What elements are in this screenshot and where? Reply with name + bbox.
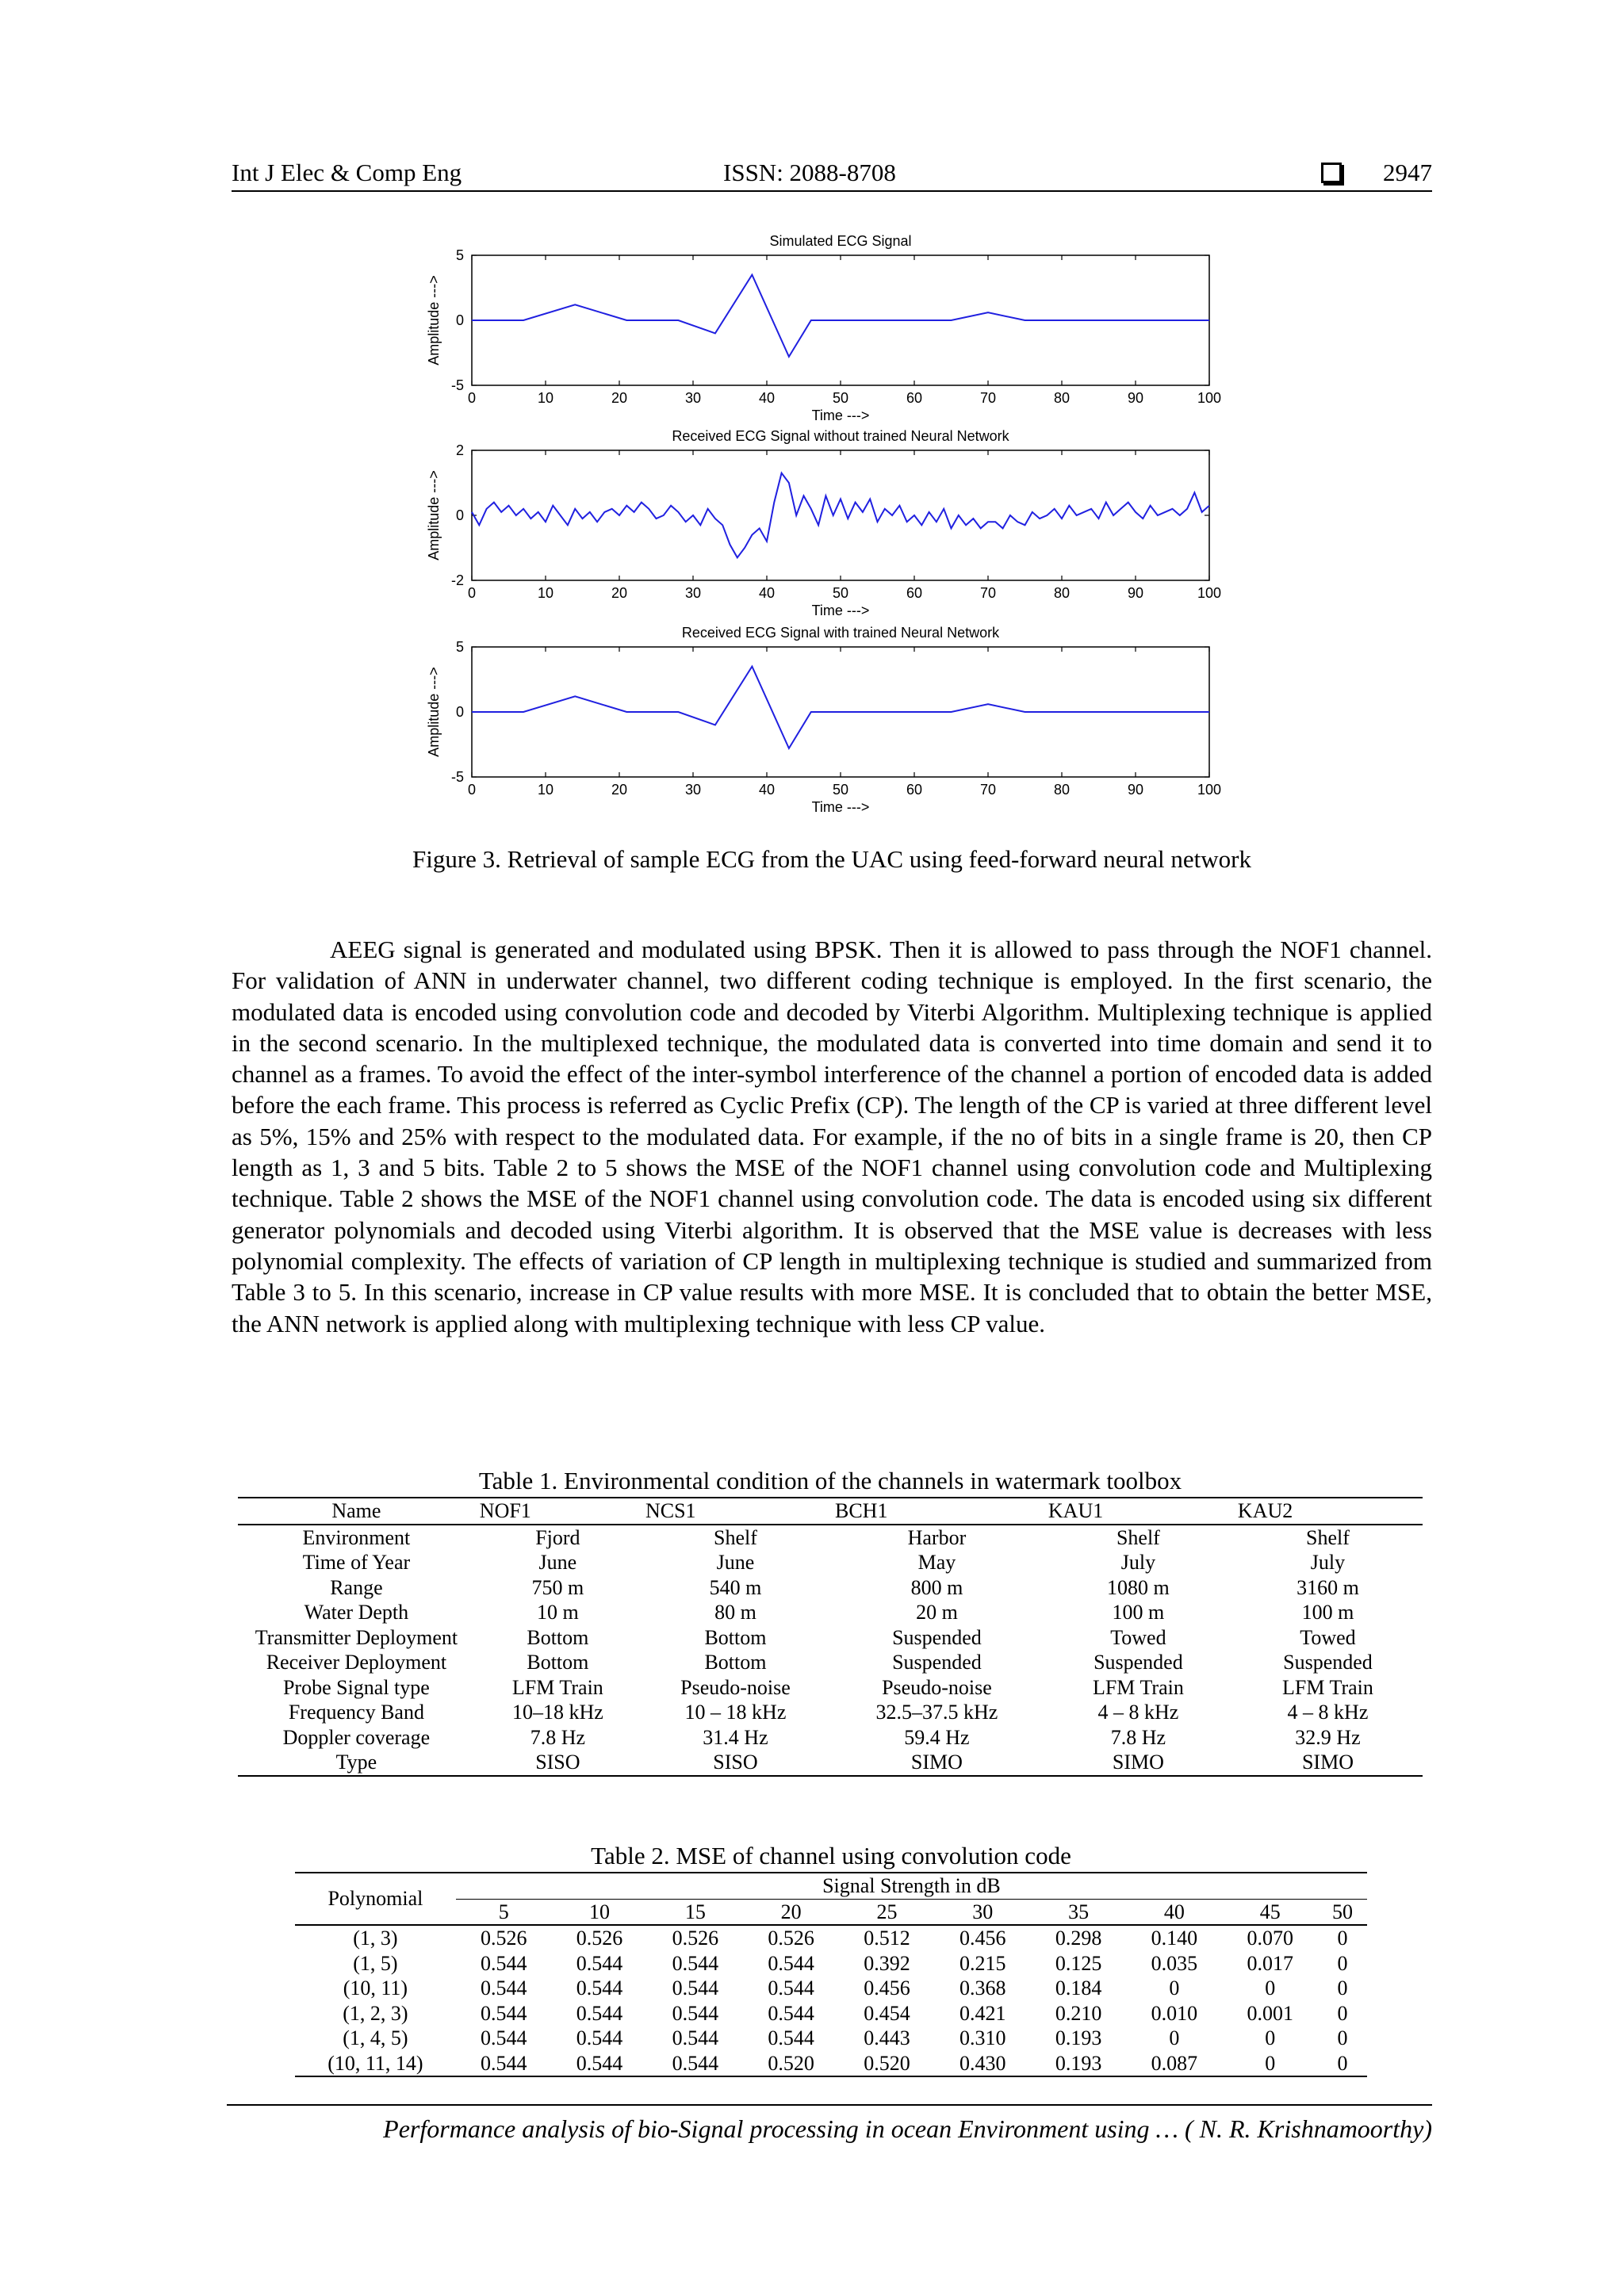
x-tick-label: 20 bbox=[611, 390, 628, 406]
table2-cell: 0 bbox=[1318, 2051, 1367, 2077]
table2-cell: 0 bbox=[1337, 1951, 1348, 1975]
y-tick-label: 5 bbox=[455, 247, 464, 263]
table1-cell: Pseudo-noise bbox=[882, 1675, 992, 1699]
table1-cell: 80 m bbox=[714, 1601, 756, 1624]
table1-cell: Fjord bbox=[535, 1525, 580, 1549]
table1-row-label: Frequency Band bbox=[288, 1701, 424, 1724]
x-tick-label: 10 bbox=[537, 390, 554, 406]
x-tick-label: 80 bbox=[1053, 390, 1071, 406]
y-tick-label: -5 bbox=[450, 769, 464, 785]
x-tick-label: 40 bbox=[758, 782, 776, 798]
y-tick-label: 5 bbox=[455, 639, 464, 655]
running-footer: Performance analysis of bio-Signal processing in ocean Environment using … ( N. R. Krishnamoorthy) bbox=[383, 2114, 1432, 2143]
table1-cell: 800 m bbox=[910, 1575, 963, 1599]
x-axis-label: Time ---> bbox=[811, 799, 870, 815]
x-tick-label: 0 bbox=[467, 390, 477, 406]
table1-cell: 31.4 Hz bbox=[703, 1725, 768, 1749]
table2-column-header: 40 bbox=[1126, 1899, 1222, 1925]
table1-cell: 59.4 Hz bbox=[904, 1725, 970, 1749]
table1-cell: 7.8 Hz bbox=[1110, 1725, 1166, 1749]
table2-cell: 0.526 bbox=[672, 1927, 719, 1950]
x-tick-label: 80 bbox=[1053, 585, 1071, 601]
table2-row bbox=[295, 1976, 1367, 2001]
table1-cell: Suspended bbox=[1283, 1651, 1373, 1674]
table2-polynomial: (1, 4, 5) bbox=[343, 2026, 408, 2049]
table2-cell: 0.001 bbox=[1247, 2001, 1293, 2025]
table2-cell: 0.140 bbox=[1151, 1927, 1198, 1950]
x-tick-label: 90 bbox=[1127, 585, 1144, 601]
checkbox-square-icon bbox=[1321, 163, 1342, 183]
ecg-panel-3 bbox=[426, 625, 1221, 815]
table1-cell: Bottom bbox=[527, 1651, 589, 1674]
issn: ISSN: 2088-8708 bbox=[723, 159, 896, 186]
table2-cell: 0.184 bbox=[1055, 1976, 1102, 1999]
x-tick-label: 70 bbox=[979, 782, 997, 798]
journal-name: Int J Elec & Comp Eng bbox=[232, 159, 462, 186]
table2-polynomial: (1, 5) bbox=[353, 1951, 398, 1975]
table2-cell: 0.070 bbox=[1247, 1927, 1293, 1950]
table2-cell: 0.193 bbox=[1031, 2051, 1127, 2077]
table2-cell: 0.430 bbox=[935, 2051, 1031, 2077]
table1-row-label: Time of Year bbox=[302, 1551, 411, 1574]
table2-column-header: 20 bbox=[743, 1899, 839, 1925]
x-tick-label: 20 bbox=[611, 782, 628, 798]
table2-cell: 0.368 bbox=[959, 1976, 1006, 1999]
figure-caption: Figure 3. Retrieval of sample ECG from the UAC using feed-forward neural network bbox=[412, 845, 1251, 873]
x-tick-label: 90 bbox=[1127, 390, 1144, 406]
x-tick-label: 90 bbox=[1127, 782, 1144, 798]
table2-cell: 0.035 bbox=[1151, 1951, 1198, 1975]
table2-cell: 0 bbox=[1337, 2026, 1348, 2049]
table1-cell: 10–18 kHz bbox=[511, 1701, 603, 1724]
table2-group-header: Signal Strength in dB bbox=[456, 1873, 1367, 1899]
table1-row bbox=[238, 1525, 1423, 1551]
plot-frame bbox=[472, 450, 1209, 580]
table2-cell: 0.512 bbox=[864, 1927, 910, 1950]
table1-cell: Bottom bbox=[704, 1651, 767, 1674]
table2-polynomial: (10, 11) bbox=[343, 1976, 408, 1999]
x-tick-label: 100 bbox=[1197, 390, 1222, 406]
table1-row-label: Doppler coverage bbox=[282, 1725, 431, 1749]
table2-cell: 0.544 bbox=[480, 1951, 527, 1975]
table1-cell: SIMO bbox=[1044, 1750, 1233, 1776]
table1-row-label: Environment bbox=[302, 1525, 411, 1549]
table1-title: Table 1. Environmental condition of the channels in watermark toolbox bbox=[478, 1467, 1182, 1494]
footer-rule bbox=[227, 2104, 1432, 2106]
x-tick-label: 50 bbox=[832, 585, 849, 601]
table1-cell: 4 – 8 kHz bbox=[1287, 1701, 1369, 1724]
table1-cell: Suspended bbox=[892, 1625, 982, 1649]
table1-cell: Shelf bbox=[714, 1525, 757, 1549]
table2-cell: 0.544 bbox=[672, 2001, 719, 2025]
table2-cell: 0.544 bbox=[768, 2001, 814, 2025]
table1-cell: 10 – 18 kHz bbox=[684, 1701, 787, 1724]
table2-row bbox=[295, 2001, 1367, 2026]
table1-header-bch1: BCH1 bbox=[830, 1498, 1044, 1525]
table1-cell: 3160 m bbox=[1297, 1575, 1359, 1599]
table2-cell: 0.544 bbox=[480, 1976, 527, 1999]
table2-cell: 0.526 bbox=[576, 1927, 623, 1950]
page-number: 2947 bbox=[1383, 159, 1432, 186]
table1-cell: Shelf bbox=[1306, 1525, 1350, 1549]
table2-cell: 0.544 bbox=[576, 1951, 623, 1975]
table2-cell: 0.544 bbox=[576, 2001, 623, 2025]
table1-cell: Bottom bbox=[527, 1625, 589, 1649]
table2-cell: 0.544 bbox=[480, 2026, 527, 2049]
table2-cell: 0.443 bbox=[864, 2026, 910, 2049]
table2-cell: 0.125 bbox=[1055, 1951, 1102, 1975]
table1-row-label: Range bbox=[330, 1575, 383, 1599]
table1-header-nof1: NOF1 bbox=[475, 1498, 641, 1525]
ecg-figure-svg bbox=[424, 222, 1222, 825]
x-tick-label: 30 bbox=[684, 782, 702, 798]
table1-row bbox=[238, 1600, 1423, 1625]
table1-cell: LFM Train bbox=[511, 1675, 603, 1699]
table1-row-label: Receiver Deployment bbox=[266, 1651, 447, 1674]
x-axis-label: Time ---> bbox=[811, 408, 870, 423]
table1-cell: 750 m bbox=[531, 1575, 584, 1599]
y-axis-label: Amplitude ---> bbox=[426, 470, 442, 561]
table2-cell: 0 bbox=[1265, 2026, 1276, 2049]
table1-cell: Suspended bbox=[1094, 1651, 1183, 1674]
x-tick-label: 40 bbox=[758, 585, 776, 601]
table2-cell: 0.010 bbox=[1151, 2001, 1198, 2025]
table2-cell: 0.544 bbox=[576, 1976, 623, 1999]
table1-header-name: Name bbox=[238, 1498, 475, 1525]
table2-row bbox=[295, 1951, 1367, 1976]
x-tick-label: 30 bbox=[684, 390, 702, 406]
table2-row bbox=[295, 1925, 1367, 1951]
x-tick-label: 10 bbox=[537, 585, 554, 601]
page-number-group bbox=[1321, 155, 1432, 190]
table1-cell: 32.9 Hz bbox=[1295, 1725, 1361, 1749]
panel-title: Received ECG Signal with trained Neural Network bbox=[681, 625, 1000, 641]
table1-row bbox=[238, 1725, 1423, 1751]
panel-title: Simulated ECG Signal bbox=[769, 233, 912, 249]
table2-cell: 0 bbox=[1337, 2001, 1348, 2025]
x-tick-label: 60 bbox=[906, 390, 923, 406]
table1-cell: Pseudo-noise bbox=[680, 1675, 791, 1699]
table2-group-row bbox=[295, 1873, 1367, 1899]
table2-cell: 0 bbox=[1337, 1927, 1348, 1950]
table1-cell: 20 m bbox=[916, 1601, 958, 1624]
table2-cell: 0.544 bbox=[768, 2026, 814, 2049]
table2-cell: 0.392 bbox=[864, 1951, 910, 1975]
table2-cell: 0.520 bbox=[839, 2051, 935, 2077]
table2-polynomial: (1, 2, 3) bbox=[343, 2001, 408, 2025]
table1-row bbox=[238, 1650, 1423, 1675]
table2-cell: 0.526 bbox=[480, 1927, 527, 1950]
table1-cell: Shelf bbox=[1116, 1525, 1160, 1549]
table1-cell: SIMO bbox=[1233, 1750, 1423, 1776]
table2-cell: 0.298 bbox=[1055, 1927, 1102, 1950]
table2-column-header: 10 bbox=[552, 1899, 648, 1925]
table1-cell: 7.8 Hz bbox=[530, 1725, 586, 1749]
table2-title: Table 2. MSE of channel using convolution code bbox=[591, 1842, 1071, 1869]
table1-header-row bbox=[238, 1498, 1423, 1525]
table2-cell: 0.544 bbox=[672, 2026, 719, 2049]
table1-cell: Suspended bbox=[892, 1651, 982, 1674]
table1-cell: 10 m bbox=[537, 1601, 579, 1624]
table1-row bbox=[238, 1625, 1423, 1651]
y-tick-label: 2 bbox=[455, 442, 464, 458]
page-header bbox=[232, 155, 1432, 190]
table2-cell: 0.544 bbox=[672, 1951, 719, 1975]
table1-cell: 4 – 8 kHz bbox=[1097, 1701, 1179, 1724]
x-tick-label: 80 bbox=[1053, 782, 1071, 798]
table2-cell: 0.544 bbox=[480, 2001, 527, 2025]
table1-cell: June bbox=[538, 1551, 577, 1574]
table2-row bbox=[295, 2026, 1367, 2051]
table2-row bbox=[295, 2051, 1367, 2077]
x-tick-label: 100 bbox=[1197, 585, 1222, 601]
table1-cell: SIMO bbox=[830, 1750, 1044, 1776]
x-tick-label: 40 bbox=[758, 390, 776, 406]
table1-cell: Towed bbox=[1300, 1625, 1356, 1649]
table2-cell: 0 bbox=[1169, 1976, 1180, 1999]
table1-cell: Towed bbox=[1110, 1625, 1166, 1649]
table2-cell: 0.544 bbox=[576, 2026, 623, 2049]
table1-cell: Harbor bbox=[907, 1525, 967, 1549]
table1-row-label: Probe Signal type bbox=[282, 1675, 430, 1699]
table1-row bbox=[238, 1575, 1423, 1601]
table2-column-header: 15 bbox=[647, 1899, 743, 1925]
table1-cell: Bottom bbox=[704, 1625, 767, 1649]
table1-cell: 1080 m bbox=[1107, 1575, 1170, 1599]
table2-cell: 0.544 bbox=[647, 2051, 743, 2077]
table2-column-header: 45 bbox=[1222, 1899, 1318, 1925]
table1-row bbox=[238, 1675, 1423, 1701]
y-tick-label: 0 bbox=[455, 312, 464, 328]
table2-cell: 0 bbox=[1169, 2026, 1180, 2049]
table1-row-label: Transmitter Deployment bbox=[255, 1625, 458, 1649]
table2-polynomial: (10, 11, 14) bbox=[295, 2051, 456, 2077]
table2-cell: 0.544 bbox=[552, 2051, 648, 2077]
table1-header-kau2: KAU2 bbox=[1233, 1498, 1423, 1525]
x-tick-label: 50 bbox=[832, 390, 849, 406]
table1-row-label: Water Depth bbox=[304, 1601, 409, 1624]
table1-cell: 540 m bbox=[709, 1575, 762, 1599]
table1-cell: SISO bbox=[475, 1750, 641, 1776]
table2-cell: 0.421 bbox=[959, 2001, 1006, 2025]
x-tick-label: 10 bbox=[537, 782, 554, 798]
table2-cell: 0.456 bbox=[959, 1927, 1006, 1950]
x-tick-label: 20 bbox=[611, 585, 628, 601]
table1-cell: LFM Train bbox=[1282, 1675, 1373, 1699]
y-tick-label: -5 bbox=[450, 377, 464, 393]
x-tick-label: 70 bbox=[979, 390, 997, 406]
y-tick-label: 0 bbox=[455, 507, 464, 523]
table2-cell: 0.017 bbox=[1247, 1951, 1293, 1975]
table2-polynomial: (1, 3) bbox=[353, 1927, 398, 1950]
table1-cell: June bbox=[716, 1551, 755, 1574]
table1-cell: July bbox=[1120, 1551, 1156, 1574]
y-axis-label: Amplitude ---> bbox=[426, 275, 442, 365]
table2-column-header: 25 bbox=[839, 1899, 935, 1925]
table1-cell: May bbox=[917, 1551, 956, 1574]
table2-cell: 0.456 bbox=[864, 1976, 910, 1999]
table2-column-header: 50 bbox=[1318, 1899, 1367, 1925]
header-rule bbox=[232, 190, 1432, 192]
table2-cell: 0.215 bbox=[959, 1951, 1006, 1975]
table2-column-header: 35 bbox=[1031, 1899, 1127, 1925]
table2-cell: 0.454 bbox=[864, 2001, 910, 2025]
table2-column-row bbox=[295, 1899, 1367, 1925]
y-tick-label: -2 bbox=[450, 572, 464, 588]
table1-row-label: Type bbox=[238, 1750, 475, 1776]
table2-column-header: 30 bbox=[935, 1899, 1031, 1925]
table2-column-header: 5 bbox=[456, 1899, 552, 1925]
table2-cell: 0.210 bbox=[1055, 2001, 1102, 2025]
body-paragraph: AEEG signal is generated and modulated using BPSK. Then it is allowed to pass through the NOF1 channel. For validation of ANN in underwater channel, two different coding technique is employed. In the first scenario, the modulated data is encoded using convolution code and decoded by Viterbi Algorithm. Multiplexing technique is applied in the second scenario. In the multiplexed technique, the modulated data is converted into time domain and send it to channel as a frames. To avoid the effect of the inter-symbol interference of the channel a portion of encoded data is added before the each frame. This process is referred as Cyclic Prefix (CP). The length of the CP is varied at three different level as 5%, 15% and 25% with respect to the modulated data. For example, if the no of bits in a single frame is 20, then CP length as 1, 3 and 5 bits. Table 2 to 5 shows the MSE of the NOF1 channel using convolution code and Multiplexing technique. Table 2 shows the MSE of the NOF1 channel using convolution code. The data is encoded using six different generator polynomials and decoded using Viterbi algorithm. It is observed that the MSE value is decreases with less polynomial complexity. The effects of variation of CP length in multiplexing technique is studied and summarized from Table 3 to 5. In this scenario, increase in CP value results with more MSE. It is concluded that to obtain the better MSE, the ANN network is applied along with multiplexing technique with less CP value. bbox=[232, 936, 1432, 1337]
table1-cell: 32.5–37.5 kHz bbox=[875, 1701, 998, 1724]
table2-cell: 0 bbox=[1265, 1976, 1276, 1999]
x-tick-label: 30 bbox=[684, 585, 702, 601]
table1-row bbox=[238, 1700, 1423, 1725]
table1-cell: July bbox=[1310, 1551, 1346, 1574]
table1-row bbox=[238, 1550, 1423, 1575]
table2-cell: 0 bbox=[1337, 1976, 1348, 1999]
table2-cell: 0.526 bbox=[768, 1927, 814, 1950]
panel-title: Received ECG Signal without trained Neural Network bbox=[672, 428, 1009, 444]
table2-cell: 0.544 bbox=[672, 1976, 719, 1999]
table2-cell: 0.087 bbox=[1126, 2051, 1222, 2077]
ecg-panel-1 bbox=[426, 233, 1221, 423]
x-tick-label: 0 bbox=[467, 585, 477, 601]
table1-cell: LFM Train bbox=[1092, 1675, 1184, 1699]
table2-cell: 0.544 bbox=[768, 1951, 814, 1975]
table1-cell: 100 m bbox=[1112, 1601, 1165, 1624]
y-axis-label: Amplitude ---> bbox=[426, 667, 442, 757]
x-tick-label: 60 bbox=[906, 585, 923, 601]
y-tick-label: 0 bbox=[455, 704, 464, 720]
table2-cell: 0.193 bbox=[1055, 2026, 1102, 2049]
table2-row-header: Polynomial bbox=[295, 1873, 456, 1925]
table2-cell: 0 bbox=[1222, 2051, 1318, 2077]
table1-header-kau1: KAU1 bbox=[1044, 1498, 1233, 1525]
ecg-figure bbox=[424, 222, 1222, 825]
ecg-panel-2 bbox=[426, 428, 1221, 618]
x-tick-label: 100 bbox=[1197, 782, 1222, 798]
x-tick-label: 70 bbox=[979, 585, 997, 601]
table1-cell: 100 m bbox=[1301, 1601, 1354, 1624]
table2-cell: 0.520 bbox=[743, 2051, 839, 2077]
table1-header-ncs1: NCS1 bbox=[641, 1498, 830, 1525]
x-tick-label: 0 bbox=[467, 782, 477, 798]
table2-cell: 0.310 bbox=[959, 2026, 1006, 2049]
table1-cell: SISO bbox=[641, 1750, 830, 1776]
table2-cell: 0.544 bbox=[768, 1976, 814, 1999]
table1 bbox=[238, 1497, 1423, 1777]
x-tick-label: 60 bbox=[906, 782, 923, 798]
table1-row bbox=[238, 1750, 1423, 1776]
x-axis-label: Time ---> bbox=[811, 603, 870, 618]
table2 bbox=[295, 1872, 1367, 2077]
x-tick-label: 50 bbox=[832, 782, 849, 798]
table2-cell: 0.544 bbox=[456, 2051, 552, 2077]
